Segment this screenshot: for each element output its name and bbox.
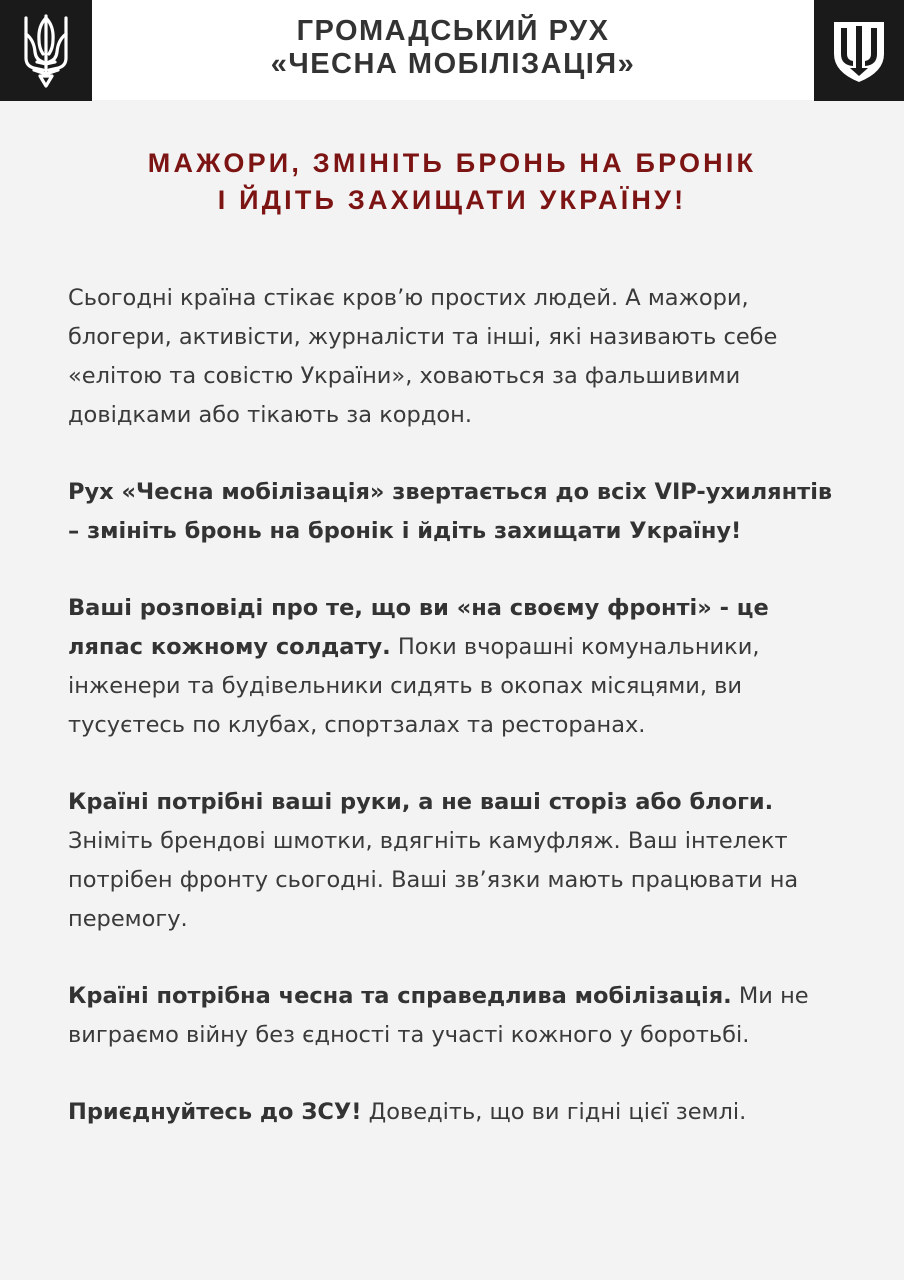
text-line: тусуєтесь по клубах, спортзалах та ресторанах. xyxy=(68,712,646,738)
text-line: «елітою та совістю України», ховаються за фальшивими xyxy=(68,363,741,389)
header-title xyxy=(92,15,814,81)
text-line: довідками або тікають за кордон. xyxy=(68,402,473,428)
text-line: Рух «Чесна мобілізація» звертається до всіх VIP-ухилянтів xyxy=(68,479,833,505)
text-line: блогери, активісти, журналісти та інші, які називають себе xyxy=(68,324,778,350)
left-logo xyxy=(0,0,92,101)
paragraph-intro xyxy=(68,279,858,435)
text-line: потрібен фронту сьогодні. Ваші зв’язки мають працювати на xyxy=(68,867,799,893)
shield-trident-icon xyxy=(830,18,888,84)
header xyxy=(0,0,904,100)
header-title-line2: «ЧЕСНА МОБІЛІЗАЦІЯ» xyxy=(270,48,636,80)
text-line: Зніміть брендові шмотки, вдягніть камуфляж. Ваш інтелект xyxy=(68,828,788,854)
text-line: виграємо війну без єдності та участі кожного у боротьбі. xyxy=(68,1022,750,1048)
paragraph-mobilization xyxy=(68,977,858,1055)
headline xyxy=(0,145,904,219)
text-line: Країні потрібні ваші руки, а не ваші сторіз або блоги. xyxy=(68,789,774,815)
header-title-line1: ГРОМАДСЬКИЙ РУХ xyxy=(296,15,610,47)
text-line: Ваші розповіді про те, що ви «на своєму фронті» - це xyxy=(68,595,769,621)
text-line: перемогу. xyxy=(68,906,188,932)
right-logo xyxy=(814,0,904,101)
text-line: інженери та будівельники сидять в окопах місяцями, ви xyxy=(68,673,743,699)
article-body xyxy=(68,279,858,1170)
text-line xyxy=(68,628,858,667)
bold-phrase: ляпас кожному солдату. xyxy=(68,634,391,660)
text-phrase: Поки вчорашні комунальники, xyxy=(390,634,760,660)
text-line xyxy=(68,1093,858,1132)
text-line: Сьогодні країна стікає кров’ю простих людей. А мажори, xyxy=(68,285,749,311)
paragraph-front xyxy=(68,589,858,745)
text-phrase: Ми не xyxy=(731,983,809,1009)
text-line xyxy=(68,977,858,1016)
bold-phrase: Приєднуйтесь до ЗСУ! xyxy=(68,1099,362,1125)
trident-icon xyxy=(21,14,71,88)
paragraph-join xyxy=(68,1093,858,1132)
bold-phrase: Країні потрібна чесна та справедлива мобілізація. xyxy=(68,983,732,1009)
headline-line1: МАЖОРИ, ЗМІНІТЬ БРОНЬ НА БРОНІК xyxy=(147,148,757,178)
text-phrase: Доведіть, що ви гідні цієї землі. xyxy=(361,1099,747,1125)
text-line: – змініть бронь на бронік і йдіть захищати Україну! xyxy=(68,518,742,544)
headline-line2: І ЙДІТЬ ЗАХИЩАТИ УКРАЇНУ! xyxy=(217,185,687,215)
paragraph-appeal xyxy=(68,473,858,551)
paragraph-hands xyxy=(68,783,858,939)
